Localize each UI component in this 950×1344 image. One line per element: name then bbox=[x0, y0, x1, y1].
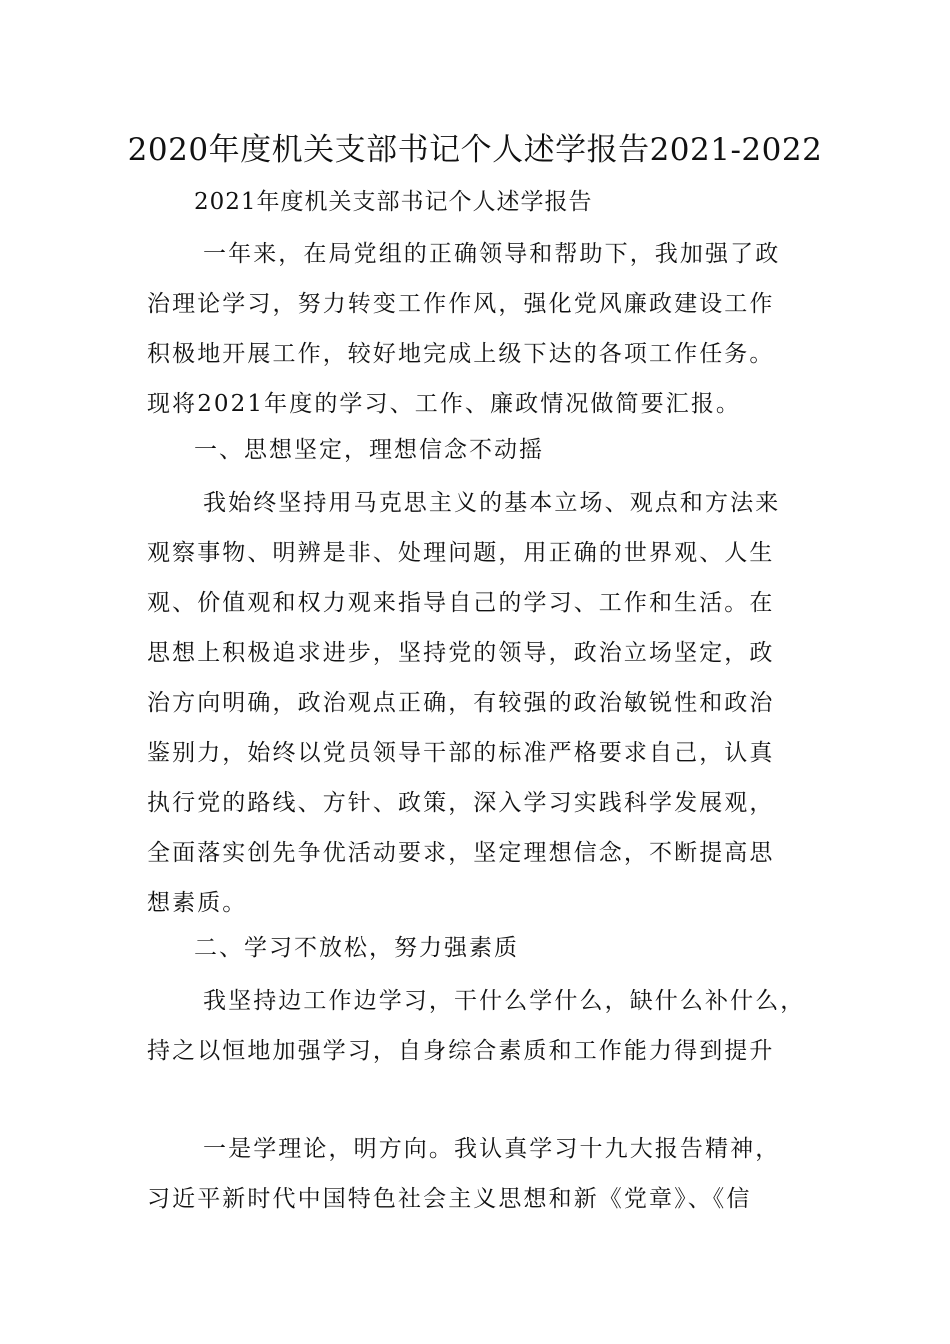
paragraph-line: 观察事物、明辨是非、处理问题，用正确的世界观、人生 bbox=[147, 540, 775, 566]
section-heading-2: 二、学习不放松，努力强素质 bbox=[194, 935, 519, 961]
paragraph-line: 思想上积极追求进步，坚持党的领导，政治立场坚定，政 bbox=[147, 640, 775, 666]
paragraph-line: 一是学理论，明方向。我认真学习十九大报告精神， bbox=[203, 1136, 781, 1162]
paragraph-line: 习近平新时代中国特色社会主义思想和新《党章》、《信 bbox=[147, 1186, 752, 1212]
paragraph-line: 执行党的路线、方针、政策，深入学习实践科学发展观， bbox=[147, 790, 775, 816]
paragraph-thought bbox=[147, 478, 847, 928]
paragraph-line: 治理论学习，努力转变工作作风，强化党风廉政建设工作 bbox=[147, 291, 775, 317]
paragraph-line: 治方向明确，政治观点正确，有较强的政治敏锐性和政治 bbox=[147, 690, 775, 716]
paragraph-line: 现将2021年度的学习、工作、廉政情况做简要汇报。 bbox=[147, 391, 742, 417]
section-heading-1: 一、思想坚定，理想信念不动摇 bbox=[194, 437, 544, 463]
paragraph-line: 一年来，在局党组的正确领导和帮助下，我加强了政 bbox=[203, 241, 781, 267]
paragraph-line: 持之以恒地加强学习，自身综合素质和工作能力得到提升 bbox=[147, 1038, 775, 1064]
paragraph-line: 我始终坚持用马克思主义的基本立场、观点和方法来 bbox=[203, 490, 781, 516]
paragraph-theory bbox=[147, 1124, 847, 1224]
paragraph-line: 想素质。 bbox=[147, 890, 248, 916]
paragraph-intro bbox=[147, 229, 847, 429]
paragraph-line: 我坚持边工作边学习，干什么学什么，缺什么补什么， bbox=[203, 988, 806, 1014]
paragraph-line: 鉴别力，始终以党员领导干部的标准严格要求自己，认真 bbox=[147, 740, 775, 766]
paragraph-line: 观、价值观和权力观来指导自己的学习、工作和生活。在 bbox=[147, 590, 775, 616]
document-title: 2020年度机关支部书记个人述学报告2021-2022 bbox=[127, 132, 823, 168]
paragraph-study bbox=[147, 976, 847, 1076]
paragraph-line: 积极地开展工作，较好地完成上级下达的各项工作任务。 bbox=[147, 341, 775, 367]
document-subtitle: 2021年度机关支部书记个人述学报告 bbox=[194, 189, 593, 215]
paragraph-line: 全面落实创先争优活动要求，坚定理想信念，不断提高思 bbox=[147, 840, 775, 866]
